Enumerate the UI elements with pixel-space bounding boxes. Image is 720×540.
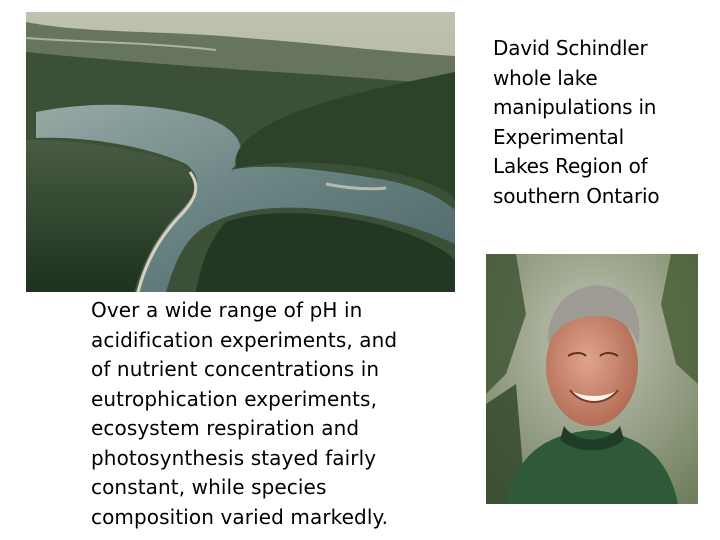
photo-caption <box>493 34 715 211</box>
findings-text <box>91 296 476 532</box>
findings-line: of nutrient concentrations in <box>91 357 380 381</box>
findings-line: photosynthesis stayed fairly <box>91 445 377 470</box>
caption-line: whole lake <box>493 65 598 90</box>
findings-line: Over a wide range of pH in <box>91 298 363 322</box>
findings-line: constant, while species <box>91 475 327 499</box>
caption-line: David Schindler <box>493 36 648 60</box>
caption-line: Experimental <box>493 124 624 149</box>
findings-line: ecosystem respiration and <box>91 416 360 440</box>
caption-line: manipulations in <box>493 95 657 119</box>
findings-line: composition varied markedly. <box>91 504 389 529</box>
aerial-lake-photo <box>26 12 455 292</box>
caption-line: southern Ontario <box>493 183 660 208</box>
caption-line: Lakes Region of <box>493 154 648 178</box>
findings-line: eutrophication experiments, <box>91 386 378 411</box>
findings-line: acidification experiments, and <box>91 327 398 352</box>
portrait-photo <box>486 254 698 504</box>
